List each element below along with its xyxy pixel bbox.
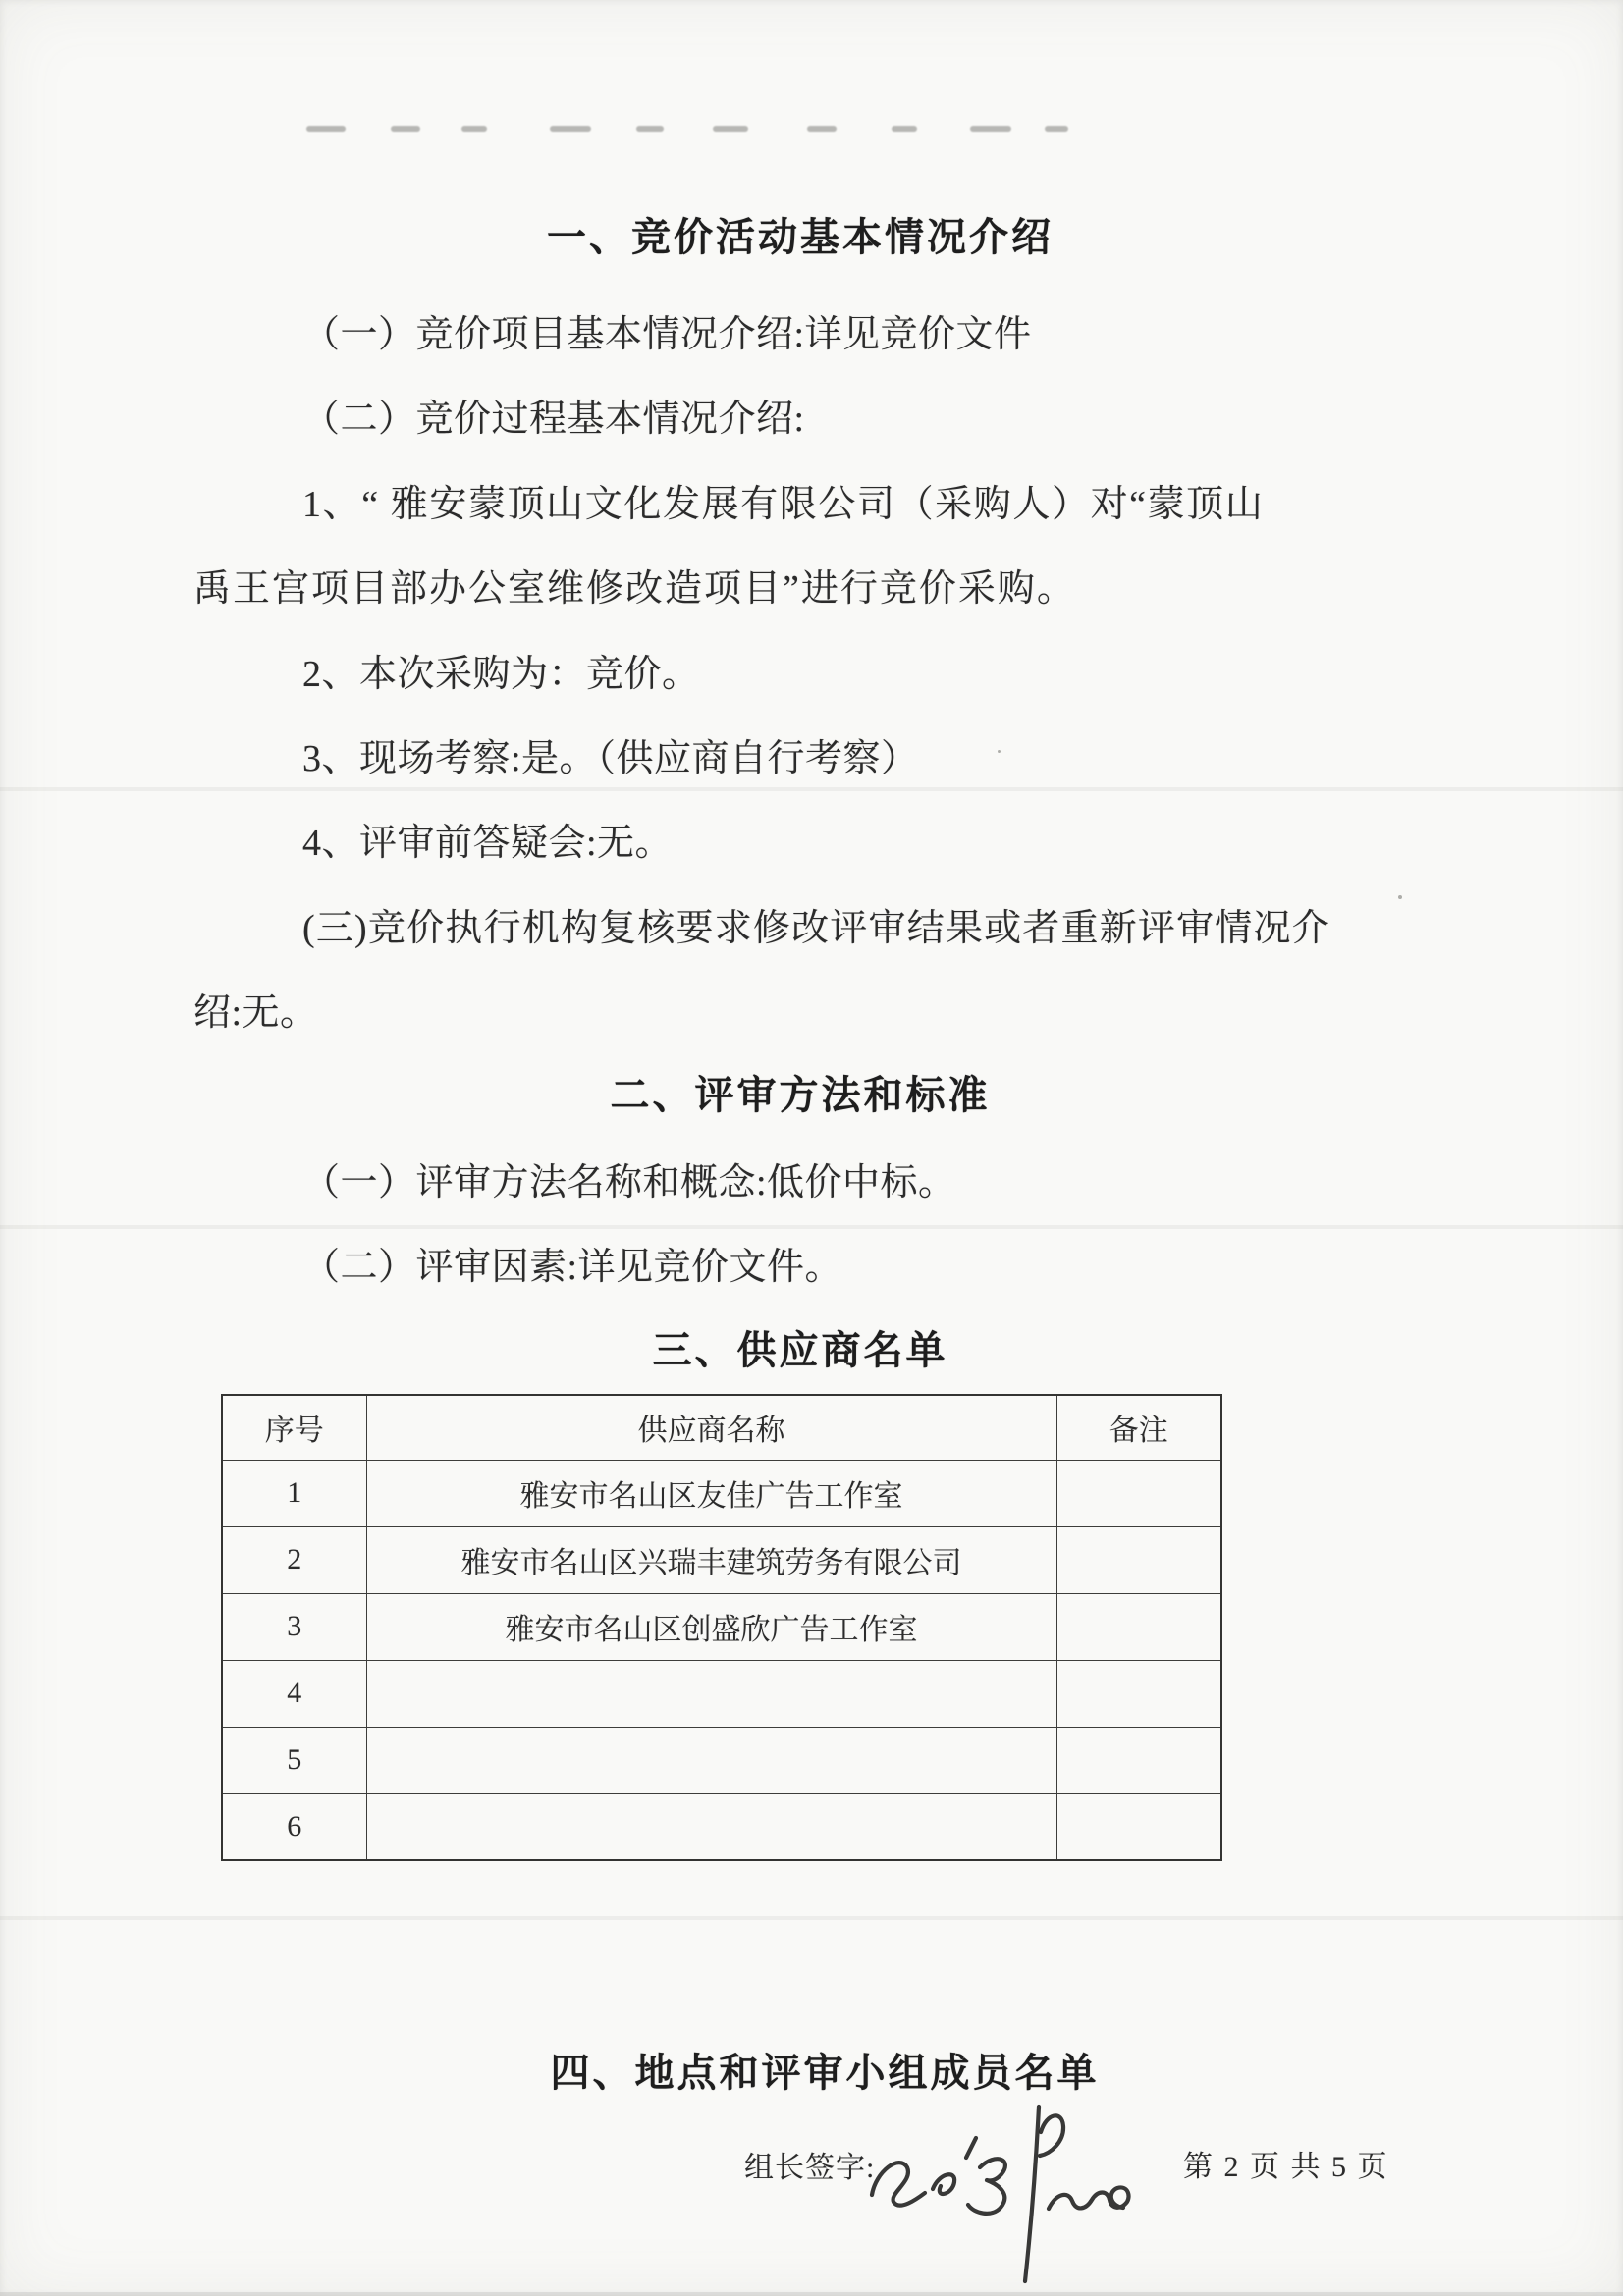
scan-artifact (636, 126, 664, 132)
signature-stroke (968, 2159, 1005, 2214)
table-row (222, 1727, 1221, 1793)
cell-seq: 3 (222, 1593, 366, 1660)
body-line: 1、“ 雅安蒙顶山文化发展有限公司（采购人）对“蒙顶山 (302, 484, 1265, 525)
body-line: 2、本次采购为：竞价。 (302, 654, 700, 695)
scan-artifact (713, 126, 748, 132)
section-heading-3: 三、供应商名单 (652, 1328, 948, 1372)
cell-remark (1056, 1460, 1221, 1526)
body-line: （一）评审方法名称和概念:低价中标。 (302, 1162, 956, 1203)
scan-artifact (550, 126, 591, 132)
cell-remark (1056, 1727, 1221, 1793)
cell-seq: 4 (222, 1660, 366, 1727)
page-number: 第 2 页 共 5 页 (1183, 2151, 1389, 2183)
section-heading-1: 一、竞价活动基本情况介绍 (547, 215, 1054, 259)
cell-seq: 1 (222, 1460, 366, 1526)
signature-stroke (872, 2163, 925, 2206)
scan-artifact (970, 126, 1011, 132)
scan-streak (0, 1225, 1623, 1229)
table-header-row (222, 1395, 1221, 1460)
cell-remark (1056, 1793, 1221, 1860)
signature-stroke (966, 2138, 976, 2158)
cell-remark (1056, 1593, 1221, 1660)
cell-supplier-name (366, 1793, 1056, 1860)
body-line: 3、现场考察:是。（供应商自行考察） (302, 738, 919, 779)
scan-artifact (1045, 126, 1068, 132)
scan-streak (0, 1916, 1623, 1920)
cell-seq: 5 (222, 1727, 366, 1793)
body-line: 绍:无。 (193, 992, 318, 1034)
scan-streak (0, 787, 1623, 791)
table-row (222, 1593, 1221, 1660)
signature-stroke (1049, 2187, 1129, 2209)
body-line: （二）竞价过程基本情况介绍: (302, 399, 805, 440)
cell-seq: 2 (222, 1526, 366, 1593)
suppliers-table (221, 1394, 1222, 1861)
signature-stroke (1025, 2107, 1039, 2281)
cell-remark (1056, 1526, 1221, 1593)
scan-artifact (892, 126, 917, 132)
cell-supplier-name: 雅安市名山区友佳广告工作室 (366, 1460, 1056, 1526)
scan-artifact (391, 126, 420, 132)
cell-supplier-name: 雅安市名山区创盛欣广告工作室 (366, 1593, 1056, 1660)
table-row (222, 1660, 1221, 1727)
signature-stroke (933, 2174, 954, 2194)
body-line: 禹王宫项目部办公室维修改造项目”进行竞价采购。 (193, 568, 1076, 610)
body-line: 4、评审前答疑会:无。 (302, 823, 674, 864)
body-line: (三)竞价执行机构复核要求修改评审结果或者重新评审情况介 (302, 908, 1330, 949)
scan-speck (1398, 895, 1402, 899)
table-row (222, 1793, 1221, 1860)
table-row (222, 1526, 1221, 1593)
handwritten-signature (856, 2093, 1131, 2289)
signature-stroke (1040, 2115, 1063, 2156)
leader-signature-label: 组长签字: (744, 2152, 876, 2184)
cell-seq: 6 (222, 1793, 366, 1860)
cell-supplier-name: 雅安市名山区兴瑞丰建筑劳务有限公司 (366, 1526, 1056, 1593)
body-line: （二）评审因素:详见竞价文件。 (302, 1247, 843, 1288)
cell-supplier-name (366, 1727, 1056, 1793)
scan-artifact (461, 126, 487, 132)
cell-supplier-name (366, 1660, 1056, 1727)
col-header-seq: 序号 (222, 1395, 366, 1460)
body-line: （一）竞价项目基本情况介绍:详见竞价文件 (302, 314, 1032, 355)
table-row (222, 1460, 1221, 1526)
section-heading-2: 二、评审方法和标准 (610, 1073, 991, 1117)
section-heading-4: 四、地点和评审小组成员名单 (550, 2051, 1100, 2095)
col-header-remark: 备注 (1056, 1395, 1221, 1460)
scan-artifact (807, 126, 837, 132)
cell-remark (1056, 1660, 1221, 1727)
col-header-supplier-name: 供应商名称 (366, 1395, 1056, 1460)
scan-artifact (306, 126, 346, 132)
